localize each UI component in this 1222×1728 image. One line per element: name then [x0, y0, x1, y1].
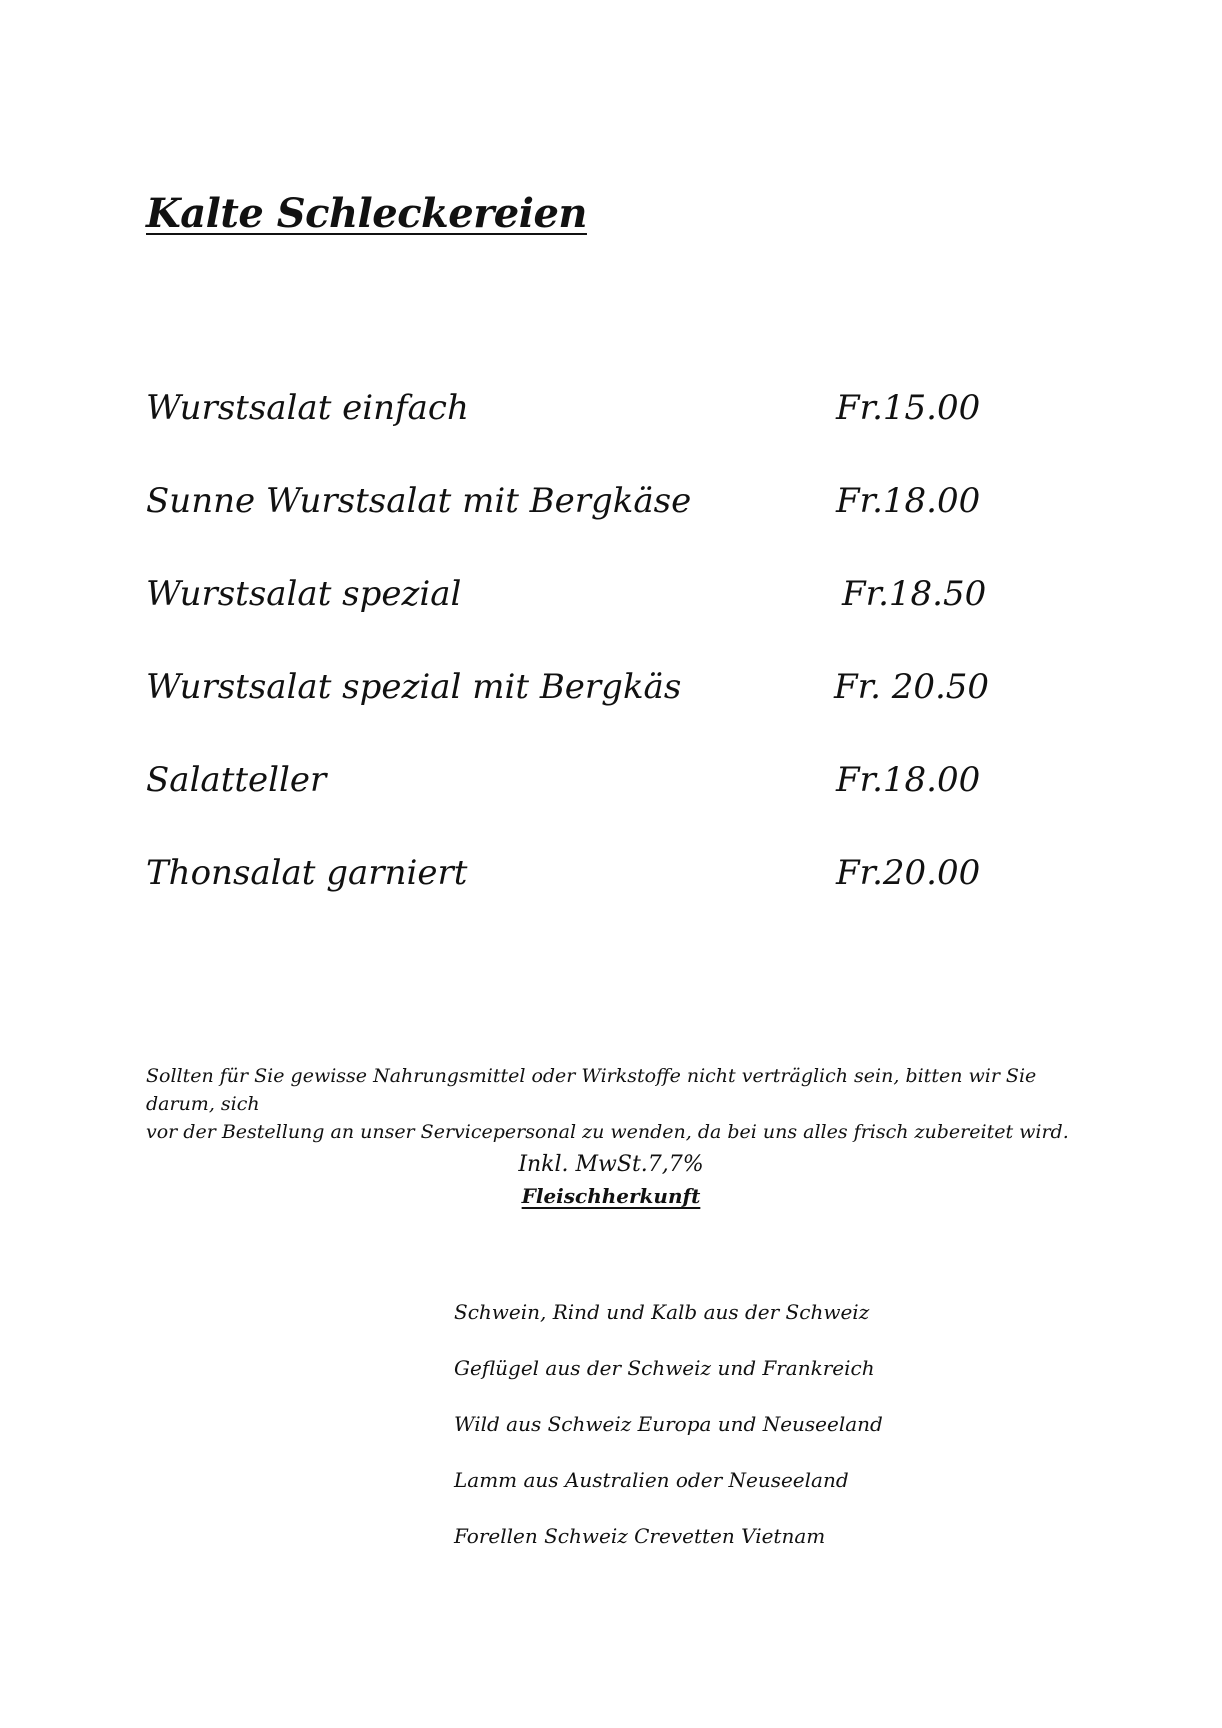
meat-origin-list	[454, 1298, 1074, 1578]
menu-item	[146, 574, 996, 624]
list-item: Forellen Schweiz Crevetten Vietnam	[454, 1524, 826, 1548]
menu-item-price: Fr. 20.50	[834, 667, 990, 707]
allergy-notice	[146, 1062, 1076, 1146]
vat-note: Inkl. MwSt.7,7%	[518, 1152, 704, 1177]
menu-item-price: Fr.15.00	[836, 388, 981, 428]
menu-item-price: Fr.18.00	[836, 481, 981, 521]
list-item: Geflügel aus der Schweiz und Frankreich	[454, 1356, 875, 1380]
menu-item	[146, 388, 996, 438]
menu-item-name: Wurstsalat einfach	[146, 388, 469, 428]
allergy-notice-line: Sollten für Sie gewisse Nahrungsmittel oder Wirkstoffe nicht verträglich sein, bitten wir Sie darum, sich	[146, 1065, 1037, 1115]
menu-item-price: Fr.20.00	[836, 853, 981, 893]
menu-item-name: Salatteller	[146, 760, 327, 800]
meat-origin-heading: Fleischherkunft	[521, 1184, 701, 1208]
menu-item	[146, 853, 996, 903]
menu-item-name: Sunne Wurstsalat mit Bergkäse	[146, 481, 692, 521]
menu-item-name: Thonsalat garniert	[146, 853, 468, 893]
list-item: Wild aus Schweiz Europa und Neuseeland	[454, 1412, 883, 1436]
menu-item-name: Wurstsalat spezial	[146, 574, 462, 614]
page-title: Kalte Schleckereien	[146, 190, 587, 237]
list-item: Schwein, Rind und Kalb aus der Schweiz	[454, 1300, 870, 1324]
menu-item	[146, 481, 996, 531]
menu-item	[146, 667, 996, 717]
list-item: Lamm aus Australien oder Neuseeland	[454, 1468, 849, 1492]
menu-item-name: Wurstsalat spezial mit Bergkäs	[146, 667, 682, 707]
menu-item-price: Fr.18.00	[836, 760, 981, 800]
allergy-notice-line: vor der Bestellung an unser Servicepersonal zu wenden, da bei uns alles frisch zubereitet wird.	[146, 1121, 1069, 1143]
menu-item-price: Fr.18.50	[842, 574, 987, 614]
menu-item	[146, 760, 996, 810]
